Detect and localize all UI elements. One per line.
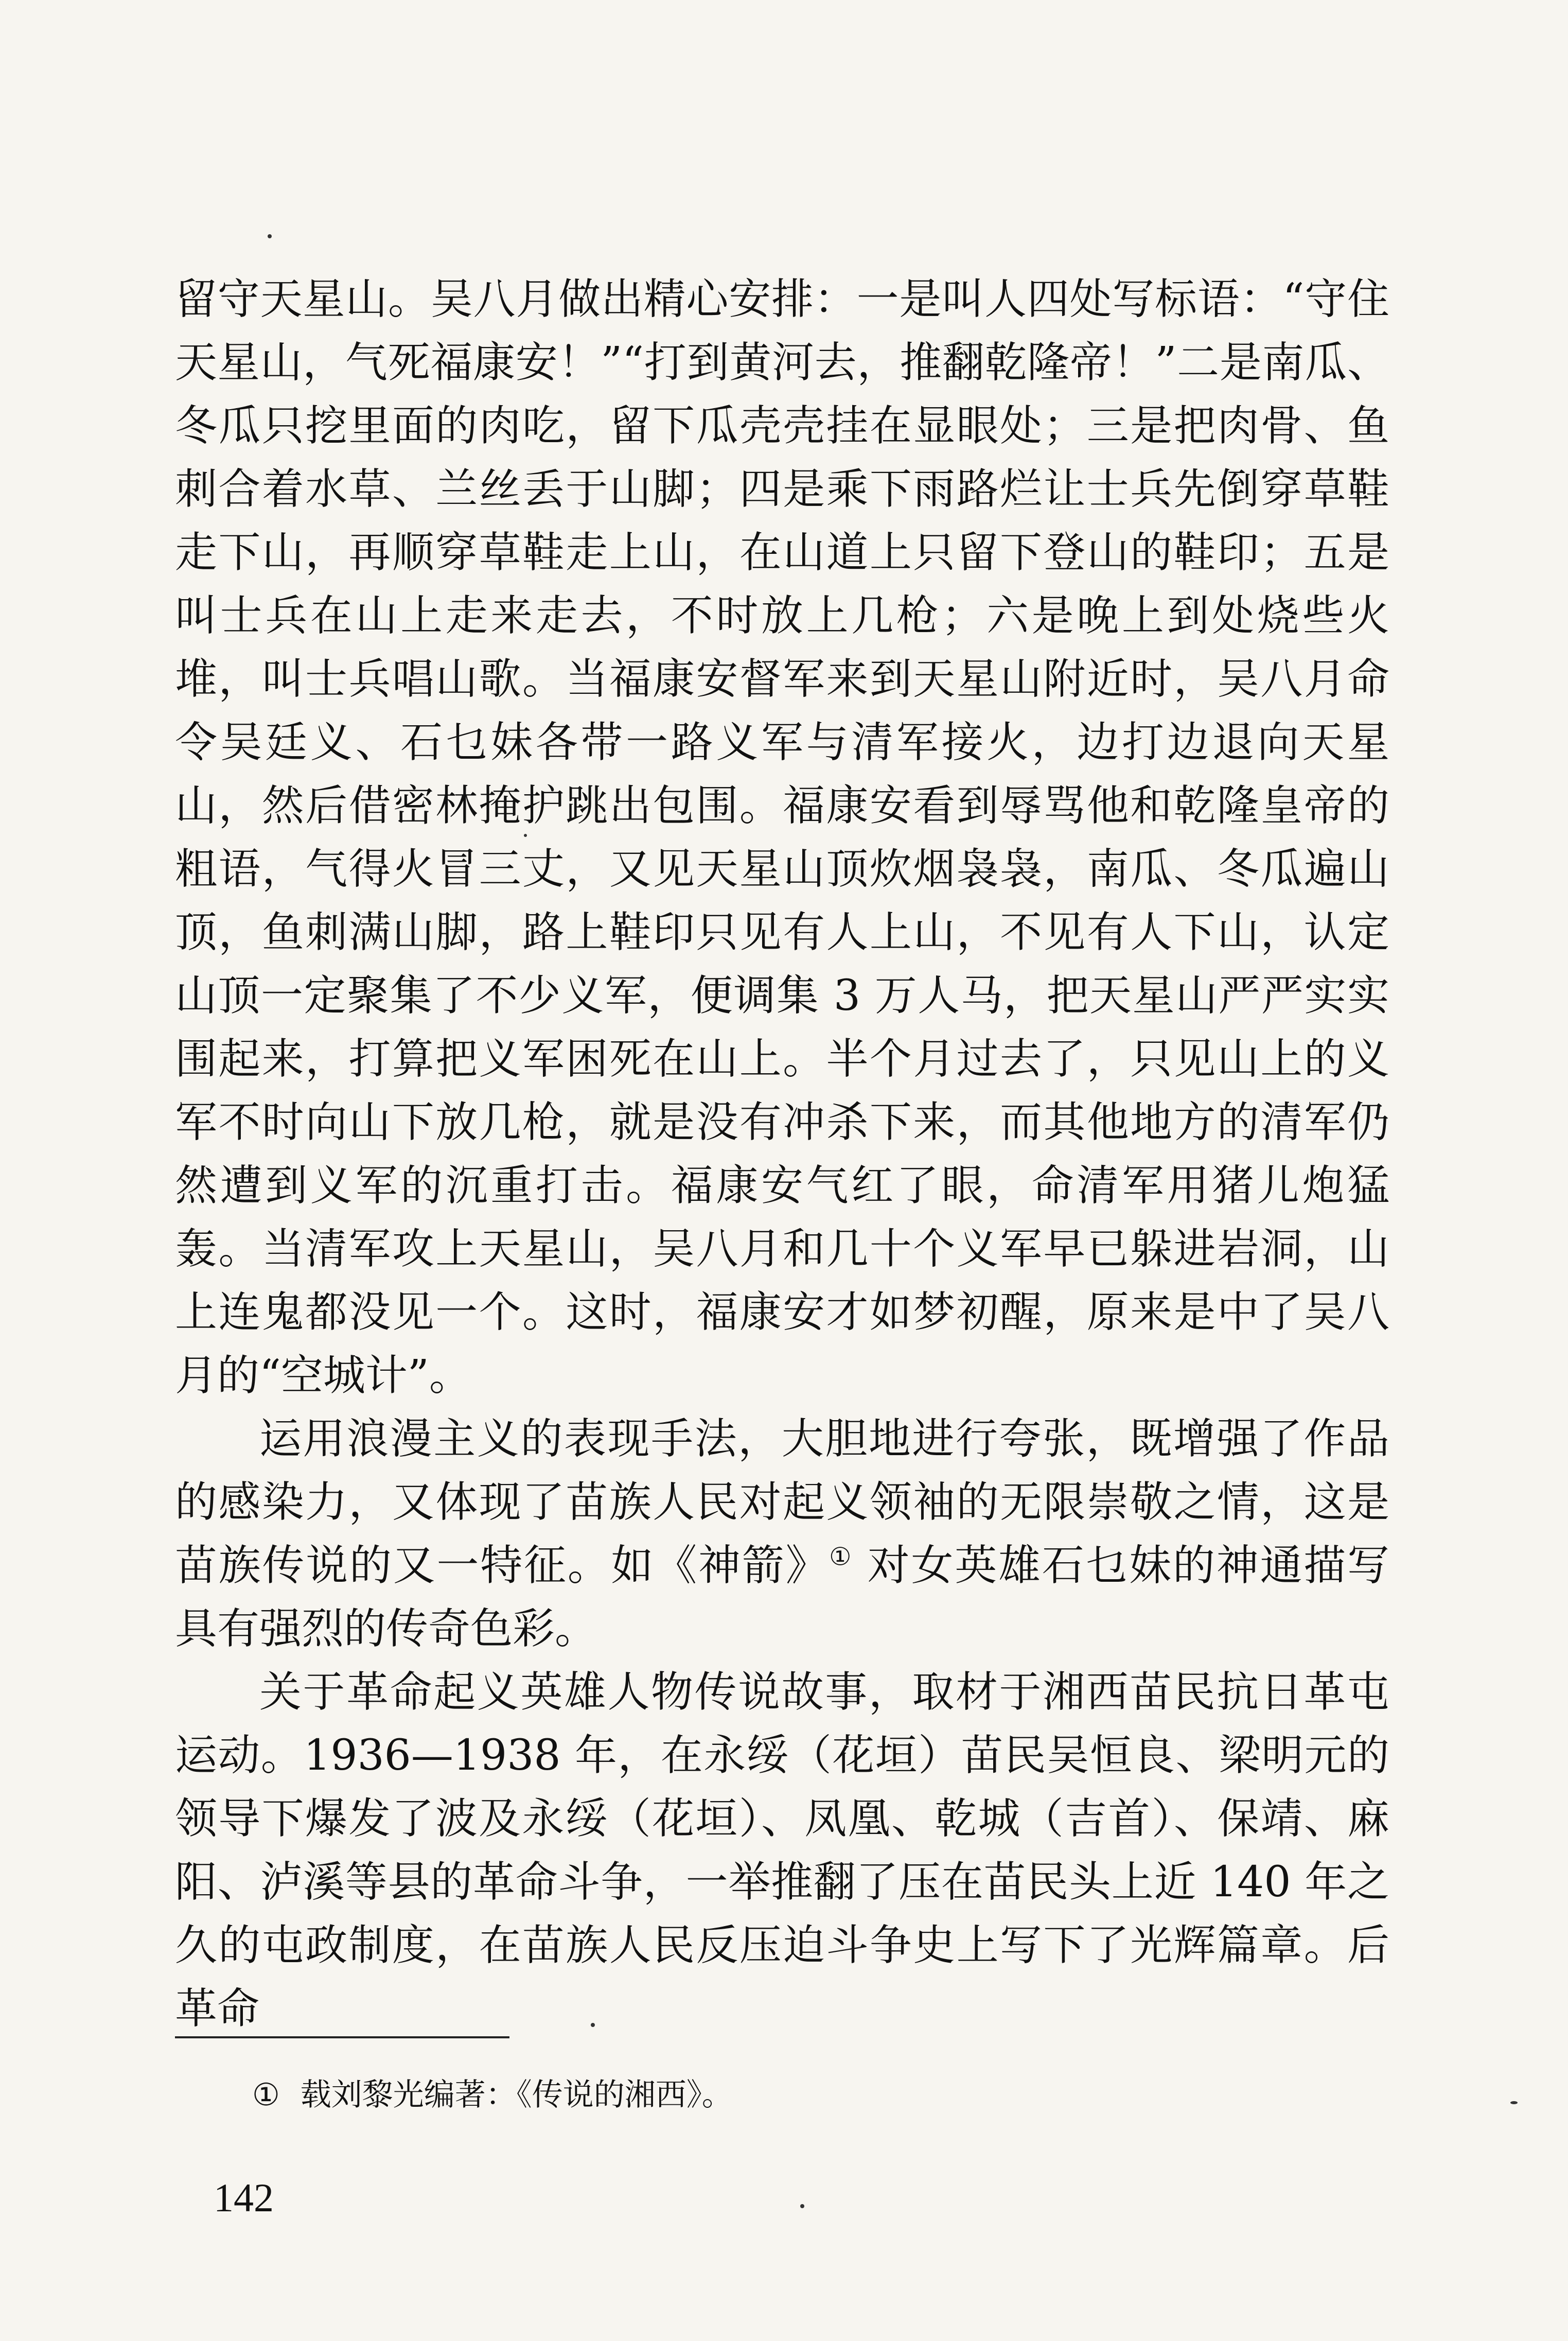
body-text [175, 268, 1389, 2040]
paragraph-3: 关于革命起义英雄人物传说故事，取材于湘西苗民抗日革屯运动。1936—1938 年，在永绥（花垣）苗民吴恒良、梁明元的领导下爆发了波及永绥（花垣）、凤凰、乾城（吉首）、保靖、麻阳、泸溪等县的革命斗争，一举推翻了压在苗民头上近 140 年之久的屯政制度，在苗族人民反压迫斗争史上写下了光辉篇章。后革命 [175, 1668, 1389, 2033]
footnote-mark: ① [252, 2077, 280, 2113]
scan-speck [800, 2204, 804, 2208]
scan-speck [268, 234, 272, 238]
paragraph-1: 留守天星山。吴八月做出精心安排：一是叫人四处写标语：“守住天星山，气死福康安！”“打到黄河去，推翻乾隆帝！”二是南瓜、冬瓜只挖里面的肉吃，留下瓜壳壳挂在显眼处；三是把肉骨、鱼刺合着水草、兰丝丢于山脚；四是乘下雨路烂让士兵先倒穿草鞋走下山，再顺穿草鞋走上山，在山道上只留下登山的鞋印；五是叫士兵在山上走来走去，不时放上几枪；六是晚上到处烧些火堆，叫士兵唱山歌。当福康安督军来到天星山附近时，吴八月命令吴廷义、石乜妹各带一路义军与清军接火，边打边退向天星山，然后借密林掩护跳出包围。福康安看到辱骂他和乾隆皇帝的粗语，气得火冒三丈，又见天星山顶炊烟袅袅，南瓜、冬瓜遍山顶，鱼刺满山脚，路上鞋印只见有人上山，不见有人下山，认定山顶一定聚集了不少义军，便调集 3 万人马，把天星山严严实实围起来，打算把义军困死在山上。半个月过去了，只见山上的义军不时向山下放几枪，就是没有冲杀下来，而其他地方的清军仍然遭到义军的沉重打击。福康安气红了眼，命清军用猪儿炮猛轰。当清军攻上天星山，吴八月和几十个义军早已躲进岩洞，山上连鬼都没见一个。这时，福康安才如梦初醒，原来是中了吴八月的“空城计”。 [175, 275, 1389, 1400]
footnote-text: 载刘黎光编著：《传说的湘西》。 [300, 2077, 733, 2113]
scan-speck [1510, 2101, 1518, 2104]
paragraph-2-text: 运用浪漫主义的表现手法，大胆地进行夸张，既增强了作品的感染力，又体现了苗族人民对起义领袖的无限崇敬之情，这是苗族传说的又一特征。如《神箭》 [175, 1414, 1389, 1590]
scan-speck [524, 834, 527, 837]
scan-speck [591, 2023, 595, 2027]
footnote-reference: ① [829, 1542, 853, 1571]
paragraph-2-text-cont: 对女英雄石乜妹的神通描写具有强烈的传奇色彩。 [175, 1541, 1389, 1653]
footnote-divider [175, 2036, 509, 2038]
footnote [252, 2074, 733, 2116]
page-number: 142 [214, 2175, 274, 2220]
paragraph-2 [175, 1407, 1389, 1661]
